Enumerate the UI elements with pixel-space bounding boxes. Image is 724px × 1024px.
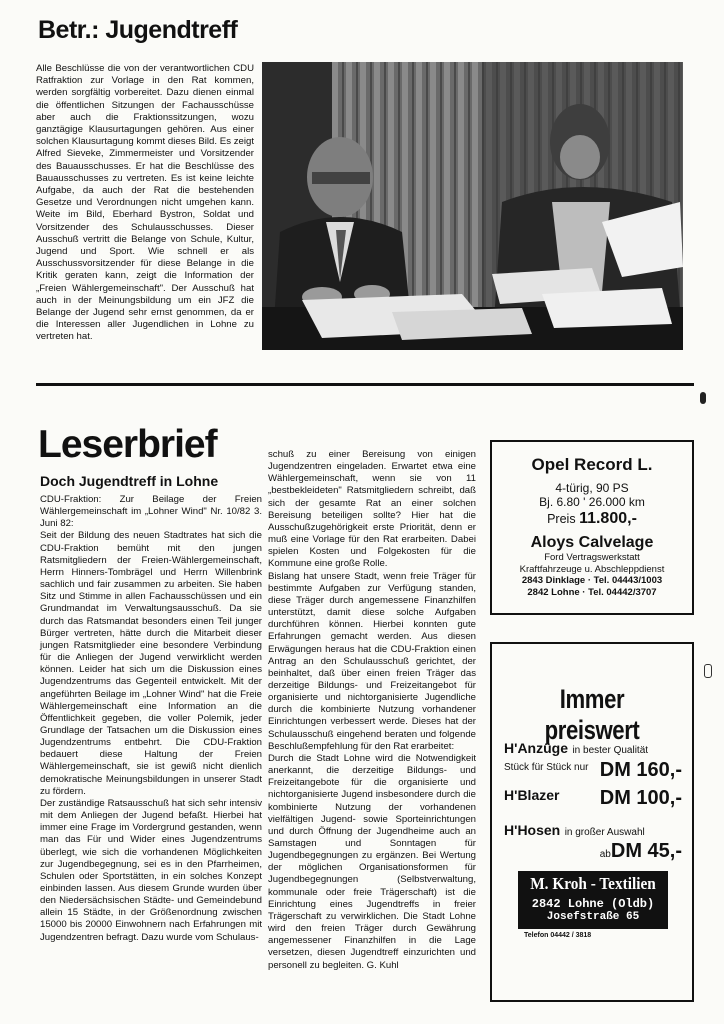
item-name: H'Anzüge — [504, 740, 568, 756]
shop-logo-block — [518, 871, 668, 929]
punch-hole-mark — [700, 392, 706, 404]
letter-column-2 — [268, 449, 476, 972]
shop-name: M. Kroh - Textilien — [530, 874, 656, 893]
item-price: DM 160,- — [599, 759, 682, 781]
letter-section-title: Leserbrief — [38, 423, 217, 466]
shop-city: 2842 Lohne (Oldb) — [531, 897, 655, 911]
ad-dealer-contact: 2843 Dinklage · Tel. 04443/1003 — [521, 575, 663, 586]
ad-car-title: Opel Record L. — [531, 455, 653, 474]
ad-item-suits — [504, 740, 682, 758]
item-price: DM 100,- — [599, 787, 682, 809]
ad-dealer-line: Kraftfahrzeuge u. Abschleppdienst — [519, 563, 665, 575]
item-note: in großer Auswahl — [564, 827, 645, 838]
meeting-photo — [262, 62, 683, 350]
ad-dealer-name: Aloys Calvelage — [530, 534, 654, 551]
shop-street: Josefstraße 65 — [546, 911, 640, 923]
ad-headline: Immer preiswert — [544, 684, 640, 745]
car-advertisement — [490, 440, 694, 615]
ad-car-year-km: Bj. 6.80 ' 26.000 km — [539, 495, 645, 509]
letter-subheadline: Doch Jugendtreff in Lohne — [40, 473, 219, 489]
letter-paragraph: schuß zu einer Bereisung von einigen Jugendzentren eingeladen. Erwartet etwa eine Wählergemeinschaft, wenn sie von 11 „bestbekleideten" Ratsmitgliedern schreibt, daß sich der gesamte Rat an einer solchen Bereisung beteiligen sollte? Hier hat die Ausschußzugehörigkeit erste Priorität, denn er muß eine Vorlage für den Rat erarbeiten. Dabei spielen Kosten und Folgekosten für die Kommune eine große Rolle. — [268, 449, 476, 570]
meeting-photo-illustration — [262, 62, 683, 350]
item-note: in bester Qualität — [572, 745, 649, 756]
letter-column-1 — [40, 494, 262, 944]
item-name: H'Blazer — [504, 787, 560, 803]
letter-paragraph: Der zuständige Ratsausschuß hat sich sehr intensiv mit dem Anliegen der Jugend befaßt. Hierbei hat immer eine Frage im Vordergrund gestanden, wenn man das Für und Wider eines Jugendzentrums überlegt, wie sich die vorhandenen Möglichkeiten zur Jugendbegegnung, sei es in den Pfarrheimen, Schulen oder Sportstätten, in ein solches Konzept einbinden lassen. Aus diesem Grunde wurden über den Niedersächsischen Städte- und Gemeindebund allein 15 Städte, in der Größenordnung zwischen 15000 bis 20000 Einwohnern nach Erfahrungen mit Jugendzentren befragt. Dazu wurde vom Schulaus- — [40, 797, 262, 943]
item-price: DM 45,- — [610, 840, 682, 862]
ad-item-suits-price — [504, 759, 682, 781]
letter-paragraph: Durch die Stadt Lohne wird die Notwendigkeit anerkannt, die derzeitige Bildungs- und Freizeitangebote für die organisierte und nichtorganisierte Jugend insbesondere durch die kombinierte Nutzung der vorhandenen vielfältigen Jugend- sowie Sporteinrichtungen und durch Öffnung der Jugendheime auch an Samstagen und Sonntagen für Jugendbegegnungen zu ergänzen. Bei Wertung der möglichen Organisationsformen für Jugendbegegnungen (Selbstverwaltung, kommunale oder freie Trägerschaft) ist die Einrichtung eines Jugendtreffs in freier Trägerschaft zu verwirklichen. Die Stadt Lohne wird den freien Träger durch Gewährung angemessener Finanzhilfen in die Lage versetzen, diesen Jugendtreff einzurichten und personell zu begleiten. G. Kuhl — [268, 752, 476, 971]
ad-dealer-line: Ford Vertragswerkstatt — [544, 552, 640, 563]
item-note: ab — [599, 849, 611, 860]
letter-paragraph: Bislang hat unsere Stadt, wenn freie Träger für bestimmte Aufgaben zur Verfügung standen, diese Träger durch angemessene Finanzhilfen unterstützt, damit diese solche Aufgaben durchführen können. Hierbei konnten gute Erfahrungen gemacht werden. Aus diesen Erwägungen heraus hat die CDU-Fraktion einen Antrag an den Schulausschuß gerichtet, der beinhaltet, daß über einen freien Träger das derzeitige Bildungs- und Freizeitangebot für organisierte und nichtorganisierte Jugendliche durch die kombinierte Nutzung vorhandener Einrichtungen verbessert werde. Dieses hat der Schulausschuß eingehend beraten und folgende Beschlußempfehlung für den Rat erarbeitet: — [268, 570, 476, 752]
ad-car-price — [492, 510, 692, 528]
item-name: H'Hosen — [504, 822, 561, 838]
ad-car-spec: 4-türig, 90 PS — [555, 481, 629, 495]
item-note: Stück für Stück nur — [504, 762, 589, 773]
punch-hole-mark — [704, 664, 712, 678]
shop-phone: Telefon 04442 / 3818 — [524, 932, 592, 939]
letter-paragraph: CDU-Fraktion: Zur Beilage der Freien Wählergemeinschaft im „Lohner Wind" Nr. 10/82 3. Juni 82: — [40, 494, 262, 530]
price-label: Preis — [547, 512, 576, 526]
article-body: Alle Beschlüsse die von der verantwortlichen CDU Ratfraktion zur Vorlage in den Rat kommen, werden sorgfältig vorbereitet. Dazu dienen einmal die öffentlichen Sitzungen der Fachausschüsse aber auch die Fraktionssitzungen, wozu ganztägige Klausurtagungen gehören. Aus einer solchen Klausurtagung kommt dieses Bild. Es zeigt Alfred Sieveke, Zimmermeister und Vorsitzender des Bauausschusses. Er hat die Beschlüsse des Bauausschusses zu vertreten. Es ist keine leichte Aufgabe, da auch der Rat die bestehenden Gesetze und Verordnungen nicht umgehen kann. Weite im Bild, Eberhard Bystron, Soldat und Vorsitzender des Schulausschusses. Dieser Ausschuß vertritt die Belange von Schule, Kultur, Jugend und Sport. Wie schnell er als Ausschussvorsitzender für diese Belange in die Kritik geraten kann, zeigt die Information der „Freien Wählergemeinschaft". Der Ausschuß hat auch in der Meinungsbildung um ein JFZ die Belange der Jugend sehr ernst genommen, da er die Interessen aller Jugendlichen in Lohne zu vertreten hat. — [36, 63, 254, 343]
letter-paragraph: Seit der Bildung des neuen Stadtrates hat sich die CDU-Fraktion bemüht mit den jungen Ratsmitgliedern der Freien-Wählergemeinschaft, Herrn Hinners-Tombrägel und Herrn Willenbrink sachlich und fair zusammen zu arbeiten. Sie haben Sitz und Stimme in allen Fachausschüssen und ein Grundmandat im Verwaltungsausschuß. Da sie durch das Ratsmandat besonders einen Teil junger Bürger vertreten, hätte durch die Mitarbeit dieser jungen Ratsmitglieder eine besondere Verbindung für die Anliegen der Jugend verwirklicht werden können. Leider hat sich um die Diskussion eines Jugendzentrums das Gegenteil entwickelt. Mit der angeführten Beilage im „Lohner Wind" hat die Freie Wählergemeinschaft eine Information an die Öffentlichkeit gegeben, die voller Polemik, jeder Grundlage der Tatsachen um die Diskussion eines Jugendzentrums entbehrt. Die CDU-Fraktion bedauert diese Haltung der Freien Wählergemeinschaft, sie ist gewiß nicht dienlich demokratische Meinungsbildungen in unserer Stadt zu fördern. — [40, 530, 262, 797]
ad-item-blazer — [504, 787, 682, 809]
ad-item-trousers — [504, 822, 682, 840]
textile-advertisement — [490, 642, 694, 1002]
price-value: 11.800,- — [579, 510, 637, 527]
section-divider — [36, 383, 694, 386]
ad-dealer-contact: 2842 Lohne · Tel. 04442/3707 — [527, 587, 657, 598]
article-headline: Betr.: Jugendtreff — [38, 16, 238, 44]
